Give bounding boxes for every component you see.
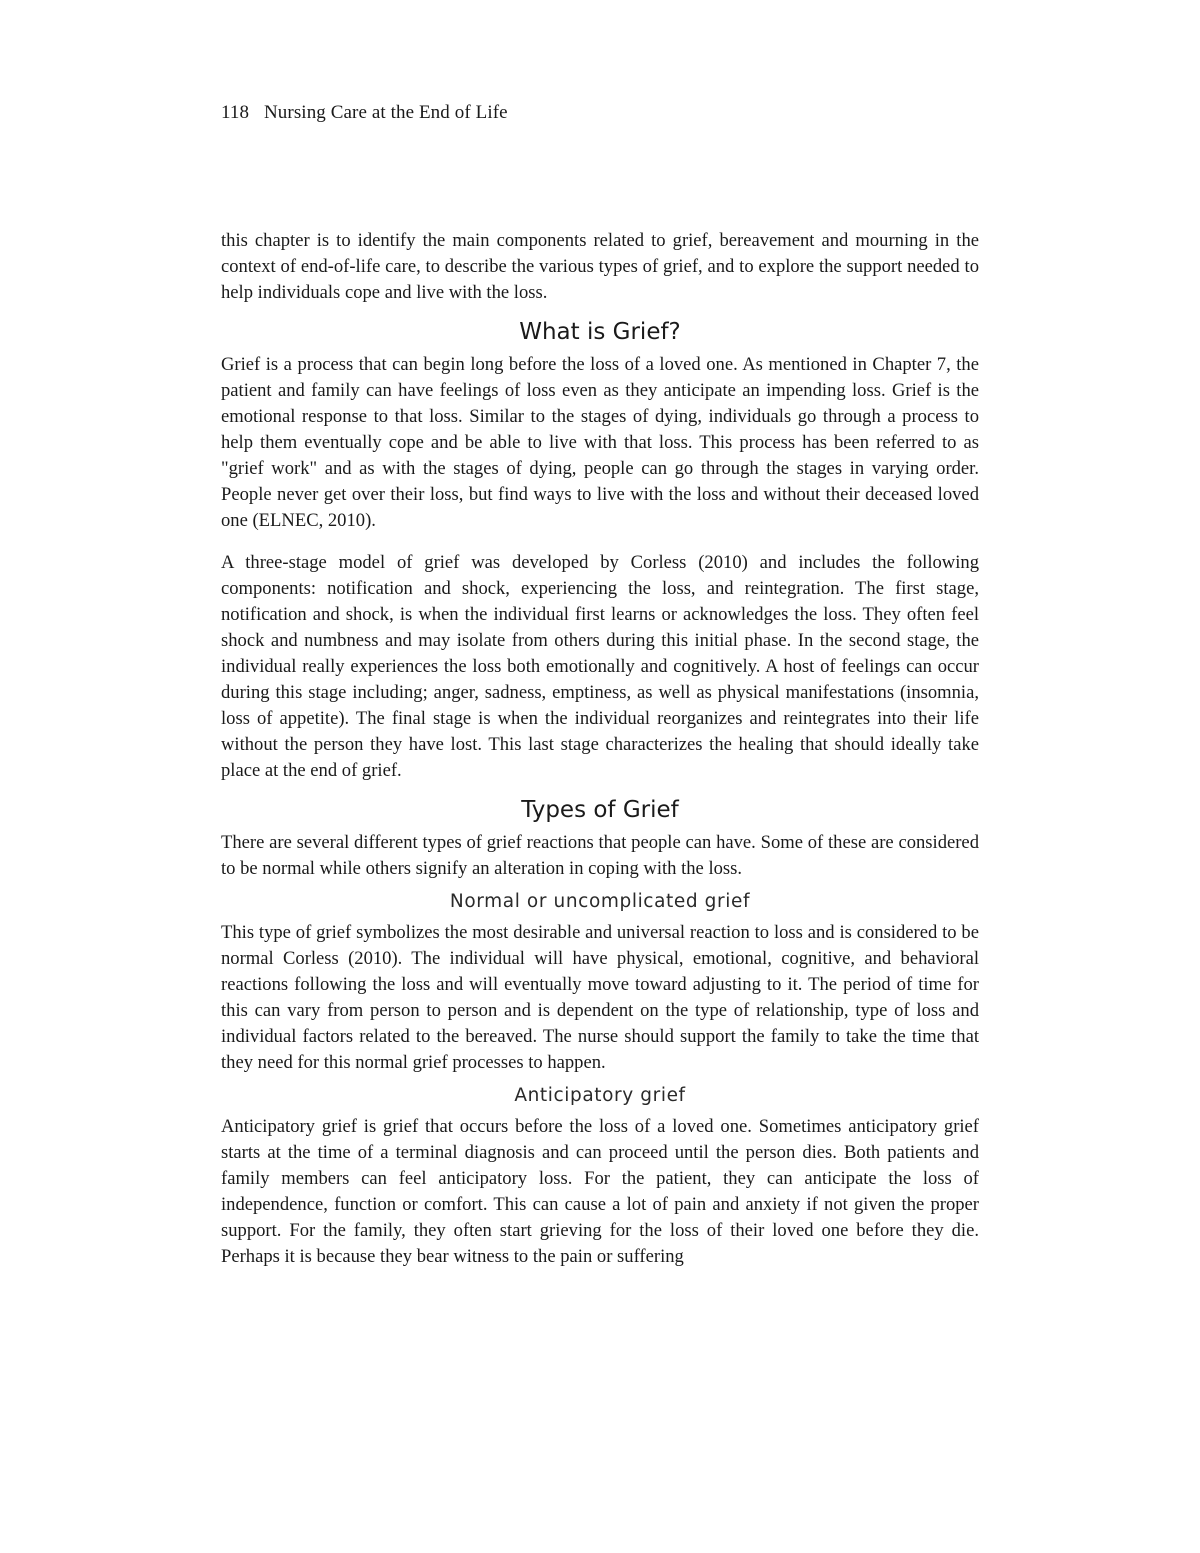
- types-of-grief-paragraph-1: There are several different types of grief reactions that people can have. Some of these are considered to be normal while others signify an alteration in coping with the loss.: [221, 832, 979, 879]
- what-is-grief-paragraph-1: Grief is a process that can begin long before the loss of a loved one. As mentioned in Chapter 7, the patient and family can have feelings of loss even as they anticipate an impending loss. Grief is the emotional response to that loss. Similar to the stages of dying, individuals go through a process to help them eventually cope and be able to live with that loss. This process has been referred to as "grief work" and as with the stages of dying, people can go through the stages in varying order. People never get over their loss, but find ways to live with the loss and without their deceased loved one (ELNEC, 2010).: [221, 354, 979, 531]
- normal-grief-paragraph: This type of grief symbolizes the most desirable and universal reaction to loss and is considered to be normal Corless (2010). The individual will have physical, emotional, cognitive, and behavioral reactions following the loss and will eventually move toward adjusting to it. The period of time for this can vary from person to person and is dependent on the type of relationship, type of loss and individual factors related to the bereaved. The nurse should support the family to take the time that they need for this normal grief processes to happen.: [221, 922, 979, 1073]
- section-heading-types-of-grief: Types of Grief: [521, 797, 679, 823]
- subsection-heading-anticipatory-grief: Anticipatory grief: [514, 1085, 686, 1106]
- book-title: Nursing Care at the End of Life: [263, 102, 508, 123]
- what-is-grief-paragraph-2: A three-stage model of grief was developed by Corless (2010) and includes the following components: notification and shock, experiencing the loss, and reintegration. The first stage, notification and shock, is when the individual first learns or acknowledges the loss. They often feel shock and numbness and may isolate from others during this initial phase. In the second stage, the individual really experiences the loss both emotionally and cognitively. A host of feelings can occur during this stage including; anger, sadness, emptiness, as well as physical manifestations (insomnia, loss of appetite). The final stage is when the individual reorganizes and reintegrates into their life without the person they have lost. This last stage characterizes the healing that should ideally take place at the end of grief.: [221, 552, 979, 781]
- body-text: [221, 228, 979, 1270]
- running-head: [221, 102, 508, 124]
- intro-paragraph: this chapter is to identify the main components related to grief, bereavement and mourning in the context of end-of-life care, to describe the various types of grief, and to explore the support needed to help individuals cope and live with the loss.: [221, 230, 979, 303]
- subsection-heading-normal-grief: Normal or uncomplicated grief: [449, 891, 751, 912]
- page-number: 118: [221, 102, 250, 123]
- anticipatory-grief-paragraph: Anticipatory grief is grief that occurs before the loss of a loved one. Sometimes anticipatory grief starts at the time of a terminal diagnosis and can proceed until the person dies. Both patients and family members can feel anticipatory loss. For the patient, they can anticipate the loss of independence, function or comfort. This can cause a lot of pain and anxiety if not given the proper support. For the family, they often start grieving for the loss of their loved one before they die. Perhaps it is because they bear witness to the pain or suffering: [221, 1116, 979, 1267]
- section-heading-what-is-grief: What is Grief?: [519, 319, 681, 345]
